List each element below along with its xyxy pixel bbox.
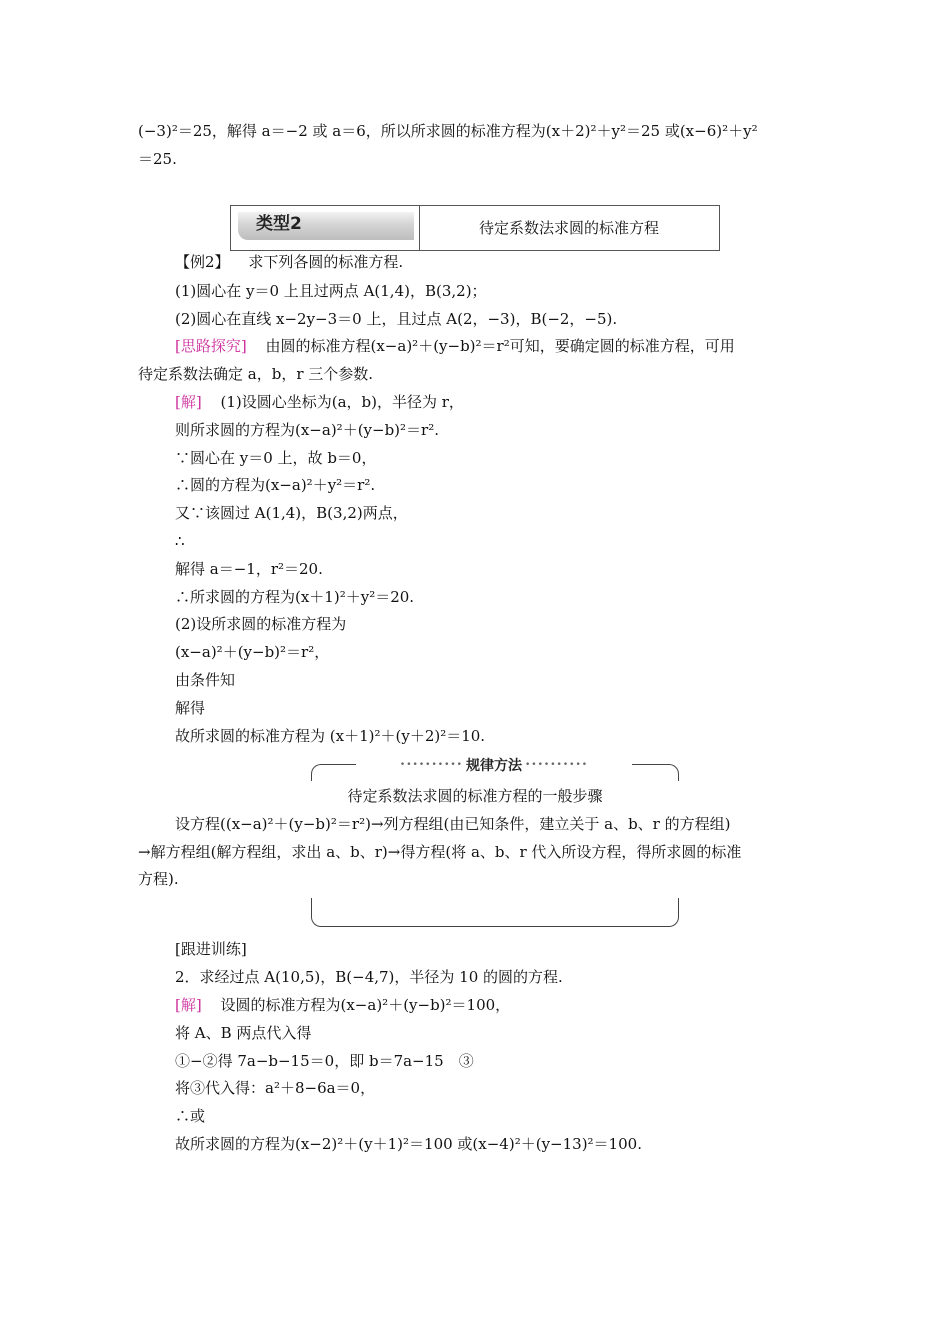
- solution-line: (2)设所求圆的标准方程为: [175, 615, 347, 633]
- solution-line: ∴所求圆的方程为(x＋1)²＋y²＝20.: [175, 588, 415, 606]
- text-line: (−3)²＝25，解得 a＝−2 或 a＝6，所以所求圆的标准方程为(x＋2)²＋y²＝25 或(x−6)²＋y²: [138, 122, 758, 140]
- solution-text: (1)设圆心坐标为(a，b)，半径为 r，: [220, 393, 464, 411]
- method-line: 设方程((x−a)²＋(y−b)²＝r²)→列方程组(由已知条件，建立关于 a、b、r 的方程组): [175, 815, 731, 833]
- banner-title: 待定系数法求圆的标准方程: [478, 219, 659, 237]
- solution-line: 故所求圆的方程为(x−2)²＋(y＋1)²＝100 或(x−4)²＋(y−13)²＝100.: [175, 1135, 642, 1153]
- method-line: 方程).: [138, 870, 179, 888]
- solution-line: [175, 395, 464, 410]
- solution-line: 解得 a＝−1，r²＝20.: [175, 560, 323, 578]
- followup-tag: [跟进训练]: [175, 940, 247, 958]
- banner-tag-label: 类型2: [256, 214, 302, 234]
- solution-line: ∴: [175, 532, 185, 550]
- solution-tag: [解]: [175, 393, 202, 411]
- method-box-bottom: [311, 898, 679, 927]
- solution-line: 由条件知: [175, 671, 236, 689]
- banner-tag-ribbon: [238, 212, 414, 240]
- method-title: 待定系数法求圆的标准方程的一般步骤: [347, 787, 603, 805]
- text-line: ＝25.: [138, 150, 177, 168]
- type-banner: [230, 205, 720, 251]
- think-text-cont: 待定系数法确定 a，b，r 三个参数.: [138, 365, 374, 383]
- question-1: (1)圆心在 y＝0 上且过两点 A(1,4)，B(3,2)；: [175, 282, 487, 300]
- solution-line: 又∵该圆过 A(1,4)，B(3,2)两点，: [175, 504, 408, 522]
- followup-question: 2．求经过点 A(10,5)，B(−4,7)，半径为 10 的圆的方程.: [175, 968, 563, 986]
- example-heading: [175, 255, 403, 270]
- solution-line: 将③代入得：a²＋8−6a＝0，: [175, 1079, 376, 1097]
- solution-line: 则所求圆的方程为(x−a)²＋(y−b)²＝r².: [175, 421, 440, 439]
- solution-line: 解得: [175, 699, 206, 717]
- solution-tag: [解]: [175, 996, 202, 1014]
- banner-tag-area: [231, 206, 420, 250]
- solution-line: ∴或: [175, 1107, 206, 1125]
- solution-text: 设圆的标准方程为(x−a)²＋(y−b)²＝100，: [220, 996, 511, 1014]
- question-2: (2)圆心在直线 x−2y−3＝0 上，且过点 A(2，−3)，B(−2，−5).: [175, 310, 618, 328]
- think-tag: [思路探究]: [175, 337, 247, 355]
- method-line: →解方程组(解方程组，求出 a、b、r)→得方程(将 a、b、r 代入所设方程，得所求圆的标准: [138, 843, 742, 861]
- followup-solution-line: [175, 998, 510, 1013]
- example-label: 【例2】: [175, 253, 230, 271]
- method-header-label: 规律方法: [466, 758, 522, 774]
- think-line: [175, 339, 735, 354]
- solution-line: 将 A、B 两点代入得: [175, 1024, 312, 1042]
- solution-line: ①−②得 7a−b−15＝0，即 b＝7a−15 ③: [175, 1052, 474, 1070]
- think-text: 由圆的标准方程(x−a)²＋(y−b)²＝r²可知，要确定圆的标准方程，可用: [265, 337, 735, 355]
- solution-line: 故所求圆的标准方程为 (x＋1)²＋(y＋2)²＝10.: [175, 727, 486, 745]
- example-prompt: 求下列各圆的标准方程.: [248, 253, 404, 271]
- solution-line: (x−a)²＋(y−b)²＝r²，: [175, 643, 330, 661]
- method-box-header: •••••••••• 规律方法 ••••••••••: [356, 758, 632, 776]
- solution-line: ∵圆心在 y＝0 上，故 b＝0，: [175, 449, 377, 467]
- solution-line: ∴圆的方程为(x−a)²＋y²＝r².: [175, 476, 376, 494]
